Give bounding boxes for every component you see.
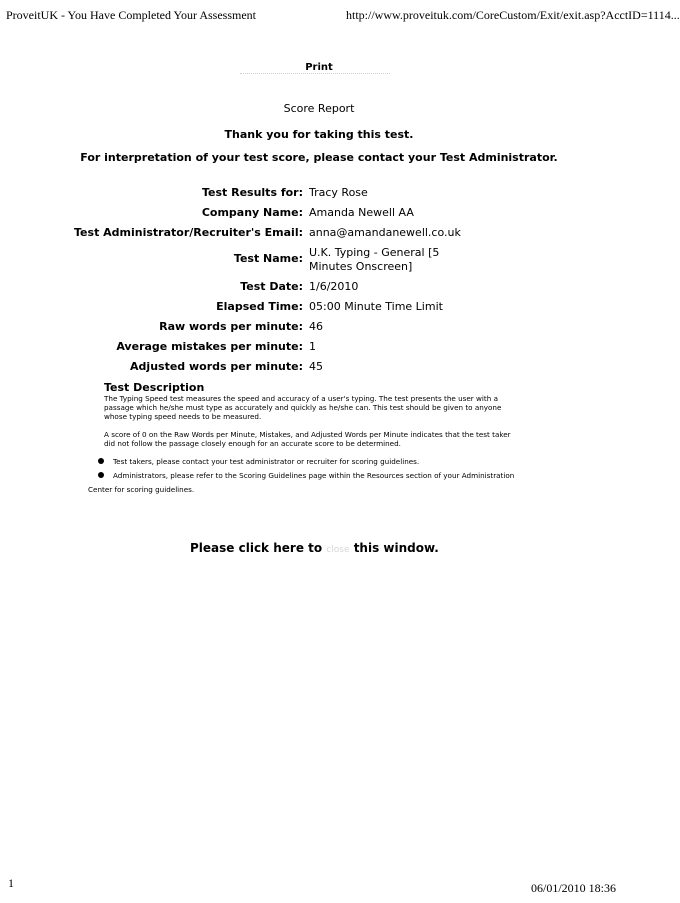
result-value: 1/6/2010 — [309, 280, 359, 293]
result-value: U.K. Typing - General [5 Minutes Onscreen] — [309, 246, 440, 273]
close-window-line — [190, 541, 439, 555]
score-report-heading: Score Report — [283, 102, 355, 115]
result-row-test-date — [0, 280, 638, 294]
result-label: Test Date: — [240, 280, 303, 293]
result-row-test-results-for — [0, 186, 638, 200]
result-label: Test Results for: — [201, 186, 303, 199]
test-description — [88, 381, 524, 494]
print-timestamp: 06/01/2010 18:36 — [531, 881, 617, 895]
faint-divider — [240, 73, 390, 79]
guidelines-list — [98, 457, 524, 480]
list-item-continuation: Center for scoring guidelines. — [88, 485, 195, 494]
page-url: http://www.proveituk.com/CoreCustom/Exit/exit.asp?AcctID=1114... — [346, 8, 680, 22]
list-item-text: Test takers, please contact your test administrator or recruiter for scoring guidelines. — [113, 457, 420, 466]
thanks-heading: Thank you for taking this test. — [224, 128, 414, 141]
result-row-admin-email — [0, 226, 638, 240]
result-row-company-name — [0, 206, 638, 220]
bullet-icon — [98, 458, 104, 464]
bullet-icon — [98, 472, 104, 478]
list-item — [98, 471, 524, 480]
page-number: 1 — [8, 876, 14, 890]
result-label: Test Administrator/Recruiter's Email: — [74, 226, 303, 239]
result-value: 45 — [309, 360, 323, 373]
result-label: Company Name: — [201, 206, 303, 219]
close-prefix: Please click here to — [190, 541, 323, 555]
result-value: 46 — [309, 320, 323, 333]
list-item-text: Administrators, please refer to the Scoring Guidelines page within the Resources section of your Administration — [113, 471, 515, 480]
page-title: ProveitUK - You Have Completed Your Assessment — [6, 8, 257, 22]
result-row-test-name — [0, 246, 638, 274]
result-row-average-mistakes — [0, 340, 638, 354]
list-item — [98, 457, 524, 466]
result-label: Adjusted words per minute: — [130, 360, 303, 373]
result-row-elapsed-time — [0, 300, 638, 314]
result-row-adjusted-wpm — [0, 360, 638, 374]
description-heading: Test Description — [104, 381, 205, 394]
result-value: 05:00 Minute Time Limit — [309, 300, 443, 313]
result-label: Average mistakes per minute: — [116, 340, 303, 353]
result-value: Tracy Rose — [309, 186, 368, 199]
description-paragraph-1: The Typing Speed test measures the speed and accuracy of a user's typing. The test presents the user with a passage which he/she must type as accurately and quickly as he/she can. This test should be given to anyone whose typing speed needs to be measured. — [104, 394, 502, 421]
interpretation-heading: For interpretation of your test score, please contact your Test Administrator. — [80, 151, 558, 164]
result-label: Test Name: — [233, 252, 303, 265]
close-suffix: this window. — [353, 541, 439, 555]
print-link[interactable]: Print — [305, 62, 333, 73]
result-value: anna@amandanewell.co.uk — [309, 226, 461, 239]
result-value: Amanda Newell AA — [309, 206, 414, 219]
description-paragraph-2: A score of 0 on the Raw Words per Minute, Mistakes, and Adjusted Words per Minute indicates that the test taker did not follow the passage closely enough for an accurate score to be determined. — [104, 430, 511, 448]
result-value: 1 — [309, 340, 316, 353]
print-header — [6, 8, 680, 28]
close-window-link[interactable]: close — [326, 545, 350, 555]
result-row-raw-wpm — [0, 320, 638, 334]
result-label: Elapsed Time: — [216, 300, 303, 313]
result-label: Raw words per minute: — [159, 320, 303, 333]
print-link-row — [0, 62, 638, 73]
results-table — [0, 186, 638, 380]
